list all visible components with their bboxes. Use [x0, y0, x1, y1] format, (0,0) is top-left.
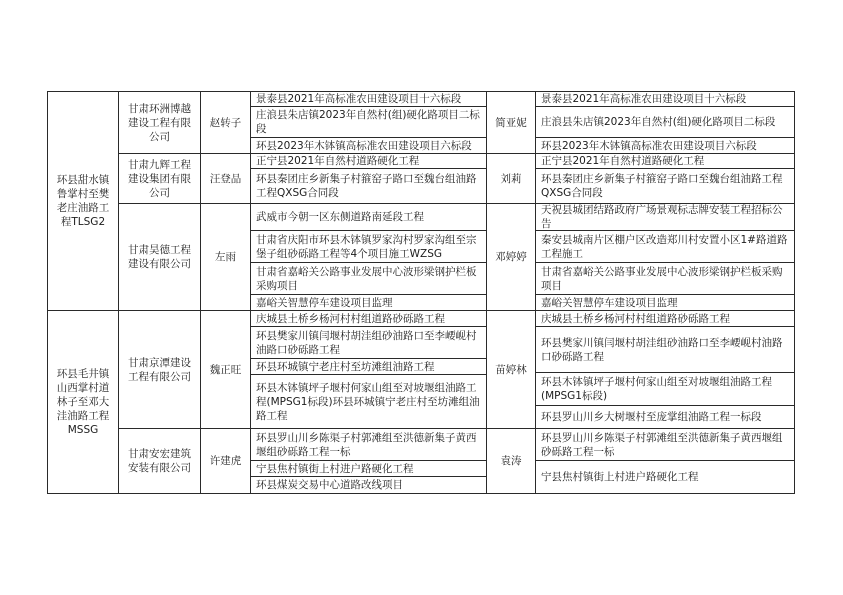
project-item: 环县秦团庄乡新集子村箍窑子路口至魏台组油路工程QXSG合同段	[256, 173, 477, 199]
person-b: 苗婷林	[495, 363, 527, 376]
person-a: 魏正旺	[209, 363, 242, 376]
project-item: 环县秦团庄乡新集子村箍窑子路口至魏台组油路工程QXSG合同段	[541, 173, 783, 199]
project-item: 环县木钵镇坪子堰村何家山组至对坡堰组油路工程(MPSG1标段)环县环城镇宁老庄村至坊滩组油路工程	[256, 381, 480, 422]
project-item: 甘肃省嘉峪关公路事业发展中心波形梁钢护栏板采购项目	[256, 265, 477, 292]
person-a: 许建虎	[209, 455, 242, 467]
section-name: 环县毛井镇山西掌村道林子至邓大洼油路工程MSSG	[56, 368, 110, 436]
project-item: 武威市今朝一区东侧道路南延段工程	[256, 211, 424, 223]
project-item: 景泰县2021年高标准农田建设项目十六标段	[541, 93, 747, 105]
project-item: 景泰县2021年高标准农田建设项目十六标段	[256, 93, 462, 105]
project-item: 环县罗山川乡陈渠子村郭滩组至洪德新集子黄西堰组砂砾路工程一标	[256, 431, 477, 458]
project-item: 环县罗山川乡陈渠子村郭滩组至洪德新集子黄西堰组砂砾路工程一标	[541, 431, 783, 458]
person-a: 赵转子	[209, 116, 242, 129]
project-item: 环县樊家川镇闫堰村胡洼组砂油路口至李崾岘村油路口砂砾路工程	[256, 329, 477, 356]
project-item: 宁县焦村镇街上村进户路硬化工程	[541, 471, 699, 483]
person-b: 邓婷婷	[495, 251, 527, 263]
project-item: 环县2023年木钵镇高标准农田建设项目六标段	[541, 139, 757, 152]
person-b: 袁涛	[500, 455, 522, 467]
project-item: 环县环城镇宁老庄村至坊滩组油路工程	[256, 360, 435, 373]
project-item: 甘肃省嘉峪关公路事业发展中心波形梁钢护栏板采购项目	[541, 265, 783, 292]
project-item: 环县樊家川镇闫堰村胡洼组砂油路口至李崾岘村油路口砂砾路工程	[541, 336, 783, 363]
project-item: 环县罗山川乡大树堰村至庞掌组油路工程一标段	[541, 411, 762, 423]
company-name: 甘肃九辉工程建设集团有限公司	[128, 158, 191, 199]
project-item: 正宁县2021年自然村道路硬化工程	[541, 155, 705, 167]
project-item: 环县2023年木钵镇高标准农田建设项目六标段	[256, 139, 472, 152]
person-a: 左雨	[215, 251, 236, 263]
project-item: 宁县焦村镇街上村进户路硬化工程	[256, 462, 414, 475]
person-b: 简亚妮	[495, 116, 527, 129]
project-item: 环县木钵镇坪子堰村何家山组至对坡堰组油路工程(MPSG1标段)	[541, 376, 772, 402]
project-item: 环县煤炭交易中心道路改线项目	[256, 479, 403, 491]
project-item: 庆城县土桥乡杨河村村组道路砂砾路工程	[256, 312, 445, 325]
project-item: 天祝县城团结路政府广场景观标志牌安装工程招标公告	[541, 204, 783, 230]
project-item: 甘肃省庆阳市环县木钵镇罗家沟村罗家沟组至宗堡子组砂砾路工程等4个项目施工WZSG	[256, 233, 477, 260]
project-item: 正宁县2021年自然村道路硬化工程	[256, 155, 420, 167]
project-item: 嘉峪关智慧停车建设项目监理	[256, 296, 393, 309]
section-name: 环县甜水镇鲁掌村至樊老庄油路工程TLSG2	[56, 174, 110, 228]
company-name: 甘肃安宏建筑安装有限公司	[128, 448, 191, 474]
company-name: 甘肃环洲博越建设工程有限公司	[128, 102, 191, 143]
project-item: 庄浪县朱店镇2023年自然村(组)硬化路项目二标段	[541, 116, 776, 128]
project-item: 庆城县土桥乡杨河村村组道路砂砾路工程	[541, 312, 730, 325]
project-item: 嘉峪关智慧停车建设项目监理	[541, 296, 678, 309]
person-b: 刘莉	[500, 172, 522, 185]
person-a: 汪登品	[209, 172, 242, 185]
company-name: 甘肃昊德工程建设有限公司	[128, 244, 191, 270]
company-name: 甘肃京潭建设工程有限公司	[128, 356, 191, 383]
project-item: 秦安县城南片区棚户区改造郑川村安置小区1#路道路工程施工	[541, 233, 788, 260]
project-item: 庄浪县朱店镇2023年自然村(组)硬化路项目二标段	[256, 109, 480, 135]
